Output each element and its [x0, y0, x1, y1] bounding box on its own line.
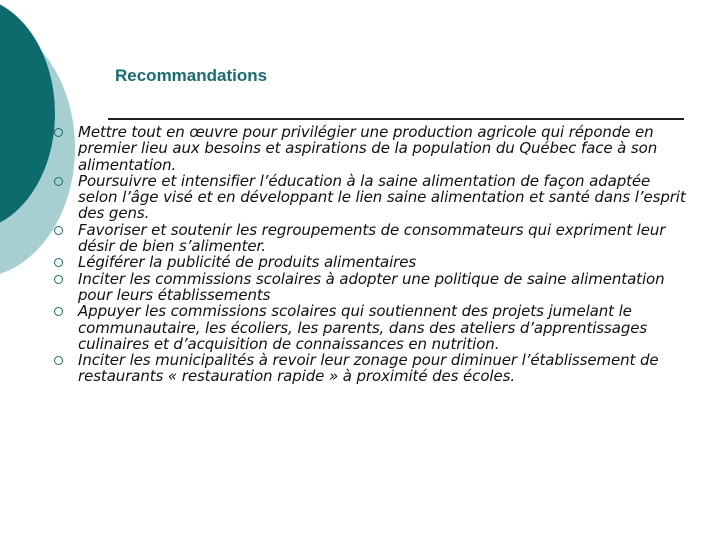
list-item-text: Mettre tout en œuvre pour privilégier une production agricole qui réponde en premier lieu aux besoins et aspirations de la population du Québec face à son alimentation.	[78, 123, 658, 174]
recommendation-list	[48, 124, 688, 385]
title-divider	[108, 118, 684, 120]
list-item-text: Légiférer la publicité de produits alimentaires	[78, 253, 417, 272]
hollow-circle-bullet-icon	[54, 356, 63, 365]
list-item-text: Poursuivre et intensifier l’éducation à la saine alimentation de façon adaptée selon l’âge visé et en développant le lien saine alimentation et santé dans l’esprit des gens.	[78, 171, 686, 223]
hollow-circle-bullet-icon	[54, 275, 63, 284]
list-item-text: Appuyer les commissions scolaires qui soutiennent des projets jumelant le communautaire, les écoliers, les parents, dans des ateliers d’apprentissages culinaires et d’acquisition de connaissances en nutrition.	[78, 302, 648, 353]
hollow-circle-bullet-icon	[54, 128, 63, 137]
list-item-text: Favoriser et soutenir les regroupements de consommateurs qui expriment leur désir de bien s’alimenter.	[78, 220, 666, 256]
list-item-text: Inciter les municipalités à revoir leur zonage pour diminuer l’établissement de restaurants « restauration rapide » à proximité des écoles.	[78, 351, 659, 386]
list-item	[48, 352, 688, 385]
hollow-circle-bullet-icon	[54, 307, 63, 316]
hollow-circle-bullet-icon	[54, 177, 63, 186]
list-item	[48, 303, 688, 352]
list-item	[48, 173, 688, 222]
list-item	[48, 271, 688, 304]
list-item-text: Inciter les commissions scolaires à adopter une politique de saine alimentation pour leurs établissements	[78, 269, 665, 304]
list-item	[48, 124, 688, 173]
hollow-circle-bullet-icon	[54, 258, 63, 267]
slide-title: Recommandations	[115, 66, 268, 85]
list-item	[48, 222, 688, 255]
hollow-circle-bullet-icon	[54, 226, 63, 235]
list-item	[48, 254, 688, 270]
